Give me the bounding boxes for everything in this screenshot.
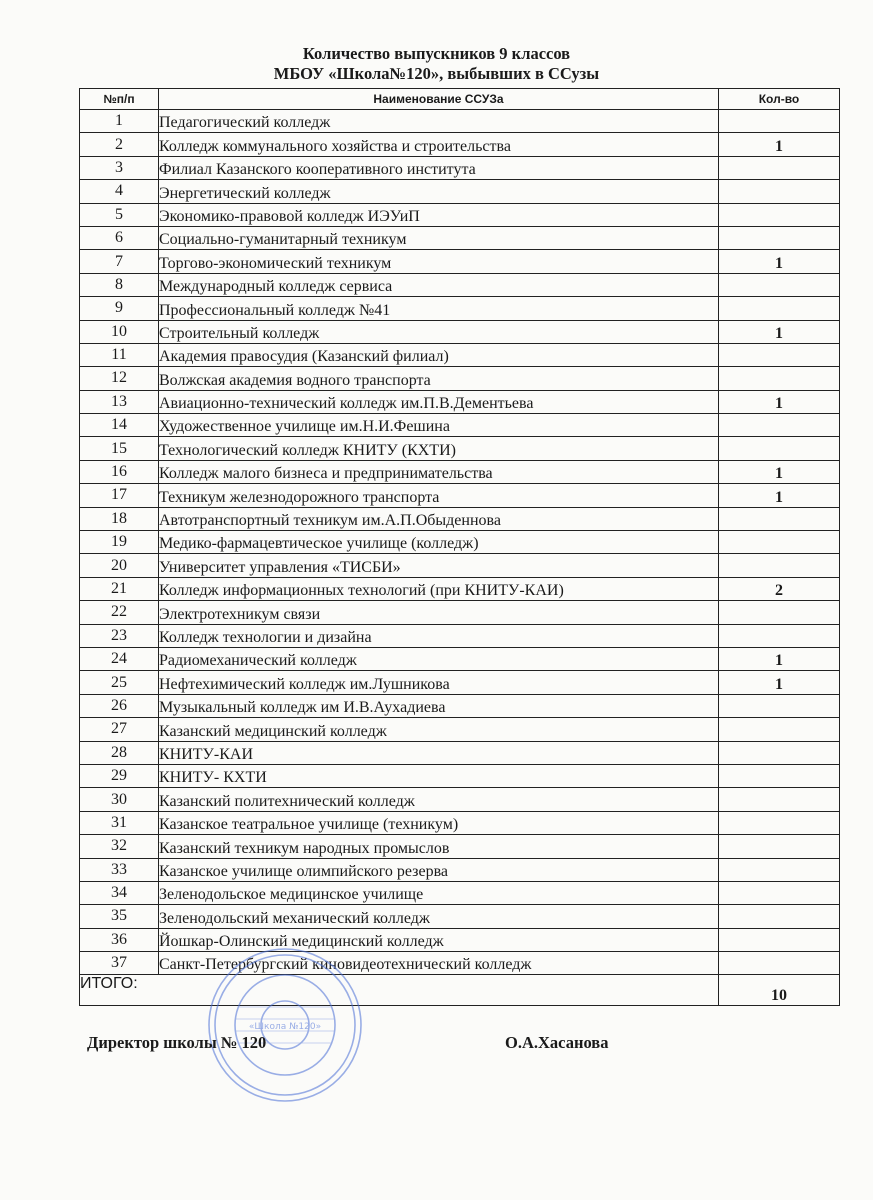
table-row xyxy=(80,484,840,507)
row-num: 35 xyxy=(80,905,159,928)
table-row xyxy=(80,343,840,366)
row-qty xyxy=(719,835,840,858)
row-qty xyxy=(719,858,840,881)
row-qty xyxy=(719,624,840,647)
row-num: 4 xyxy=(80,180,159,203)
row-name: Электротехникум связи xyxy=(159,601,719,624)
table-row xyxy=(80,858,840,881)
table-row xyxy=(80,180,840,203)
table-row xyxy=(80,250,840,273)
stamp-text: «Школа №120» xyxy=(248,1022,322,1032)
row-name: Профессиональный колледж №41 xyxy=(159,297,719,320)
row-qty xyxy=(719,156,840,179)
graduates-table xyxy=(79,88,840,1006)
row-qty xyxy=(719,507,840,530)
row-qty xyxy=(719,297,840,320)
table-row xyxy=(80,133,840,156)
row-name: Зеленодольское медицинское училище xyxy=(159,881,719,904)
row-qty xyxy=(719,881,840,904)
row-name: Казанский медицинский колледж xyxy=(159,718,719,741)
row-qty: 1 xyxy=(719,671,840,694)
row-name: КНИТУ- КХТИ xyxy=(159,764,719,787)
row-name: Университет управления «ТИСБИ» xyxy=(159,554,719,577)
row-name: Автотранспортный техникум им.А.П.Обыденнова xyxy=(159,507,719,530)
table-row xyxy=(80,531,840,554)
row-name: Строительный колледж xyxy=(159,320,719,343)
row-qty xyxy=(719,110,840,133)
row-name: Колледж информационных технологий (при КНИТУ-КАИ) xyxy=(159,577,719,600)
row-num: 19 xyxy=(80,531,159,554)
row-qty: 1 xyxy=(719,320,840,343)
row-num: 1 xyxy=(80,110,159,133)
row-num: 22 xyxy=(80,601,159,624)
row-name: Педагогический колледж xyxy=(159,110,719,133)
table-row xyxy=(80,952,840,975)
row-num: 3 xyxy=(80,156,159,179)
row-qty xyxy=(719,531,840,554)
table-row xyxy=(80,156,840,179)
table-row xyxy=(80,297,840,320)
row-name: Санкт-Петербургский киновидеотехнический колледж xyxy=(159,952,719,975)
total-value: 10 xyxy=(719,975,840,1006)
row-num: 5 xyxy=(80,203,159,226)
row-name: Радиомеханический колледж xyxy=(159,647,719,670)
row-qty xyxy=(719,694,840,717)
table-row xyxy=(80,905,840,928)
row-qty: 1 xyxy=(719,647,840,670)
table-row xyxy=(80,273,840,296)
row-qty: 2 xyxy=(719,577,840,600)
table-row xyxy=(80,320,840,343)
row-qty xyxy=(719,811,840,834)
row-qty xyxy=(719,905,840,928)
row-qty xyxy=(719,343,840,366)
table-row xyxy=(80,507,840,530)
row-qty: 1 xyxy=(719,390,840,413)
row-name: Медико-фармацевтическое училище (колледж) xyxy=(159,531,719,554)
row-name: КНИТУ-КАИ xyxy=(159,741,719,764)
row-name: Казанское театральное училище (техникум) xyxy=(159,811,719,834)
row-name: Колледж коммунального хозяйства и строительства xyxy=(159,133,719,156)
row-qty xyxy=(719,764,840,787)
row-num: 16 xyxy=(80,460,159,483)
row-num: 33 xyxy=(80,858,159,881)
total-row xyxy=(80,975,840,1006)
table-row xyxy=(80,811,840,834)
row-qty xyxy=(719,928,840,951)
row-num: 37 xyxy=(80,952,159,975)
table-row xyxy=(80,671,840,694)
row-num: 2 xyxy=(80,133,159,156)
row-num: 12 xyxy=(80,367,159,390)
row-num: 14 xyxy=(80,414,159,437)
table-row xyxy=(80,764,840,787)
row-name: Художественное училище им.Н.И.Фешина xyxy=(159,414,719,437)
header-name: Наименование ССУЗа xyxy=(159,89,719,110)
table-row xyxy=(80,835,840,858)
row-name: Экономико-правовой колледж ИЭУиП xyxy=(159,203,719,226)
row-qty xyxy=(719,554,840,577)
row-qty xyxy=(719,601,840,624)
table-row xyxy=(80,881,840,904)
row-num: 24 xyxy=(80,647,159,670)
row-name: Казанский политехнический колледж xyxy=(159,788,719,811)
row-name: Волжская академия водного транспорта xyxy=(159,367,719,390)
table-row xyxy=(80,788,840,811)
row-qty: 1 xyxy=(719,484,840,507)
row-qty xyxy=(719,741,840,764)
title-line-2: МБОУ «Школа№120», выбывших в ССузы xyxy=(273,64,600,83)
row-qty xyxy=(719,718,840,741)
table-row xyxy=(80,647,840,670)
table-row xyxy=(80,741,840,764)
director-name: О.А.Хасанова xyxy=(505,1033,609,1052)
row-num: 7 xyxy=(80,250,159,273)
row-name: Академия правосудия (Казанский филиал) xyxy=(159,343,719,366)
row-num: 10 xyxy=(80,320,159,343)
table-row xyxy=(80,414,840,437)
row-num: 8 xyxy=(80,273,159,296)
row-name: Нефтехимический колледж им.Лушникова xyxy=(159,671,719,694)
row-num: 17 xyxy=(80,484,159,507)
row-qty xyxy=(719,180,840,203)
row-num: 36 xyxy=(80,928,159,951)
row-name: Социально-гуманитарный техникум xyxy=(159,226,719,249)
row-name: Колледж технологии и дизайна xyxy=(159,624,719,647)
row-qty xyxy=(719,273,840,296)
table-row xyxy=(80,624,840,647)
row-qty xyxy=(719,414,840,437)
table-row xyxy=(80,437,840,460)
table-row xyxy=(80,694,840,717)
row-name: Казанский техникум народных промыслов xyxy=(159,835,719,858)
row-qty: 1 xyxy=(719,133,840,156)
row-qty xyxy=(719,437,840,460)
row-name: Йошкар-Олинский медицинский колледж xyxy=(159,928,719,951)
row-num: 9 xyxy=(80,297,159,320)
row-num: 11 xyxy=(80,343,159,366)
row-num: 29 xyxy=(80,764,159,787)
row-qty xyxy=(719,952,840,975)
table-row xyxy=(80,367,840,390)
row-qty xyxy=(719,788,840,811)
row-num: 15 xyxy=(80,437,159,460)
row-num: 32 xyxy=(80,835,159,858)
row-num: 30 xyxy=(80,788,159,811)
school-stamp-seal xyxy=(205,945,365,1105)
row-name: Энергетический колледж xyxy=(159,180,719,203)
row-name: Техникум железнодорожного транспорта xyxy=(159,484,719,507)
row-name: Филиал Казанского кооперативного института xyxy=(159,156,719,179)
table-row xyxy=(80,601,840,624)
row-num: 27 xyxy=(80,718,159,741)
row-qty: 1 xyxy=(719,460,840,483)
row-name: Торгово-экономический техникум xyxy=(159,250,719,273)
row-name: Международный колледж сервиса xyxy=(159,273,719,296)
document-title xyxy=(0,44,873,84)
row-name: Авиационно-технический колледж им.П.В.Дементьева xyxy=(159,390,719,413)
table-header-row xyxy=(80,89,840,110)
row-num: 34 xyxy=(80,881,159,904)
table-row xyxy=(80,390,840,413)
row-qty xyxy=(719,203,840,226)
table-row xyxy=(80,928,840,951)
row-num: 6 xyxy=(80,226,159,249)
row-name: Зеленодольский механический колледж xyxy=(159,905,719,928)
row-name: Казанское училище олимпийского резерва xyxy=(159,858,719,881)
row-name: Технологический колледж КНИТУ (КХТИ) xyxy=(159,437,719,460)
row-num: 31 xyxy=(80,811,159,834)
row-num: 25 xyxy=(80,671,159,694)
row-num: 20 xyxy=(80,554,159,577)
table-row xyxy=(80,718,840,741)
header-num: №п/п xyxy=(80,89,159,110)
row-num: 13 xyxy=(80,390,159,413)
row-num: 18 xyxy=(80,507,159,530)
row-num: 28 xyxy=(80,741,159,764)
director-title: Директор школы № 120 xyxy=(87,1033,267,1052)
row-name: Музыкальный колледж им И.В.Аухадиева xyxy=(159,694,719,717)
row-num: 23 xyxy=(80,624,159,647)
row-qty xyxy=(719,367,840,390)
row-num: 21 xyxy=(80,577,159,600)
row-name: Колледж малого бизнеса и предпринимательства xyxy=(159,460,719,483)
table-row xyxy=(80,554,840,577)
table-row xyxy=(80,226,840,249)
table-row xyxy=(80,110,840,133)
row-qty xyxy=(719,226,840,249)
table-row xyxy=(80,577,840,600)
table-row xyxy=(80,203,840,226)
row-num: 26 xyxy=(80,694,159,717)
table-row xyxy=(80,460,840,483)
total-label: ИТОГО: xyxy=(80,975,719,1006)
row-qty: 1 xyxy=(719,250,840,273)
title-line-1: Количество выпускников 9 классов xyxy=(302,44,571,63)
header-qty: Кол-во xyxy=(719,89,840,110)
